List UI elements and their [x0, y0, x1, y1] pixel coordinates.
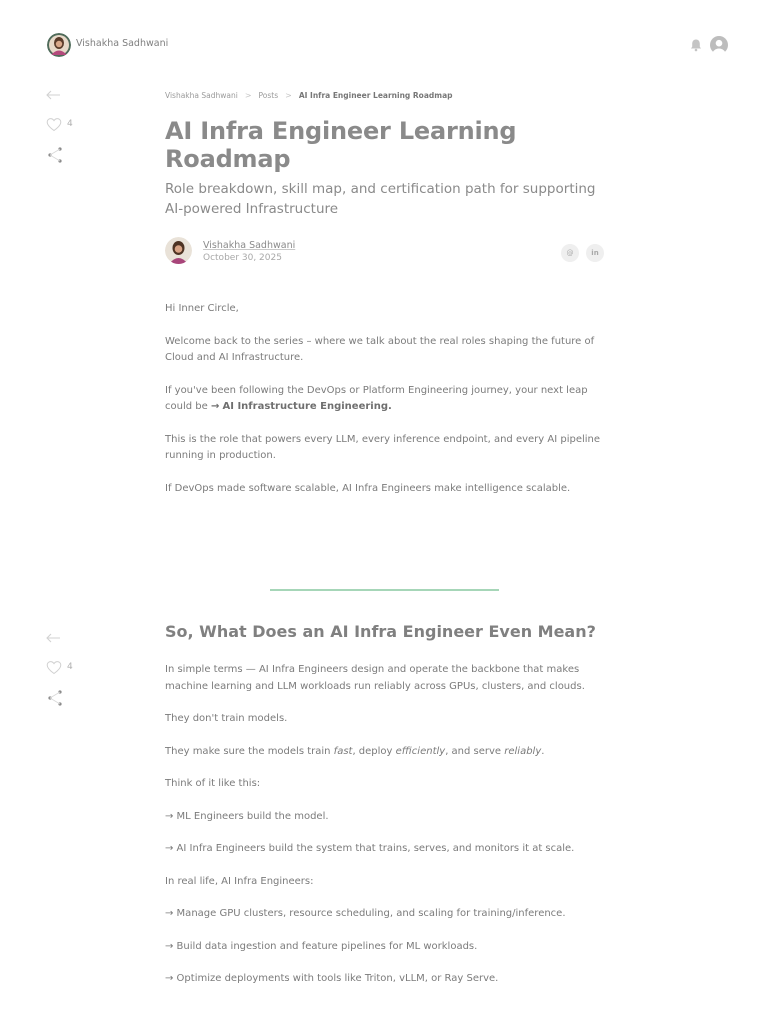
paragraph-leap [165, 383, 605, 416]
em-text: efficiently [395, 745, 446, 757]
paragraph: They don't train models. [165, 713, 288, 724]
user-account-icon[interactable] [710, 36, 728, 54]
site-name[interactable]: Vishakha Sadhwani [76, 38, 169, 49]
author-avatar[interactable] [165, 237, 192, 264]
text: . [541, 745, 545, 757]
leap-emphasis: AI Infrastructure Engineering. [222, 401, 392, 412]
article [165, 88, 605, 497]
share-icon[interactable] [47, 146, 63, 164]
linkedin-share-button[interactable]: in [586, 244, 604, 262]
threads-share-button[interactable]: @ [561, 244, 579, 262]
like-count: 4 [67, 662, 73, 672]
arrow-icon: → [210, 401, 220, 412]
share-icon[interactable] [47, 689, 63, 707]
greeting: Hi Inner Circle, [165, 303, 239, 314]
like-heart-icon[interactable] [46, 117, 62, 132]
paragraph: Welcome back to the series – where we talk about the real roles shaping the future of Cloud and AI Infrastructure. [165, 335, 595, 363]
post-body [165, 301, 605, 497]
paragraph: Think of it like this: [165, 778, 261, 789]
paragraph: In simple terms — AI Infra Engineers design and operate the backbone that makes machine learning and LLM workloads run reliably across GPUs, clusters, and clouds. [165, 664, 585, 692]
breadcrumb [165, 88, 605, 102]
text: , and serve [445, 745, 505, 757]
list-item: → Optimize deployments with tools like Triton, vLLM, or Ray Serve. [165, 973, 499, 984]
back-arrow-icon[interactable] [44, 632, 62, 644]
site-avatar[interactable] [47, 33, 71, 57]
post-title: AI Infra Engineer Learning Roadmap [165, 117, 517, 173]
leap-text: If you've been following the DevOps or Platform Engineering journey, your next leap could be [165, 384, 588, 412]
like-count: 4 [67, 119, 73, 129]
breadcrumb-posts[interactable]: Posts [258, 90, 279, 100]
section-divider [270, 589, 499, 591]
list-item: → Build data ingestion and feature pipelines for ML workloads. [165, 940, 478, 952]
list-item: → Manage GPU clusters, resource scheduling, and scaling for training/inference. [165, 908, 566, 919]
like-heart-icon[interactable] [46, 660, 62, 675]
post-date: October 30, 2025 [203, 253, 282, 263]
text: They make sure the models train [165, 745, 334, 757]
paragraph-emphasis [165, 744, 605, 761]
paragraph: In real life, AI Infra Engineers: [165, 875, 314, 887]
bell-icon[interactable] [689, 38, 703, 52]
list-item: → ML Engineers build the model. [165, 810, 329, 822]
em-text: fast [333, 745, 353, 757]
breadcrumb-home[interactable]: Vishakha Sadhwani [165, 90, 238, 100]
paragraph: This is the role that powers every LLM, every inference endpoint, and every AI pipeline running in production. [165, 433, 601, 461]
top-bar [0, 0, 768, 90]
chevron-right-icon: > [285, 90, 292, 100]
section-heading: So, What Does an AI Infra Engineer Even Mean? [165, 622, 596, 641]
breadcrumb-current: AI Infra Engineer Learning Roadmap [298, 90, 453, 100]
list-item: → AI Infra Engineers build the system that trains, serves, and monitors it at scale. [165, 843, 575, 854]
section-what-is [165, 621, 605, 988]
chevron-right-icon: > [244, 90, 252, 100]
paragraph: If DevOps made software scalable, AI Infra Engineers make intelligence scalable. [165, 482, 571, 494]
author-name[interactable]: Vishakha Sadhwani [203, 240, 296, 251]
byline [165, 237, 605, 267]
em-text: reliably [504, 745, 542, 757]
text: , deploy [352, 745, 396, 757]
back-arrow-icon[interactable] [44, 89, 62, 101]
post-subtitle: Role breakdown, skill map, and certification path for supporting AI-powered Infrastructure [165, 181, 596, 217]
